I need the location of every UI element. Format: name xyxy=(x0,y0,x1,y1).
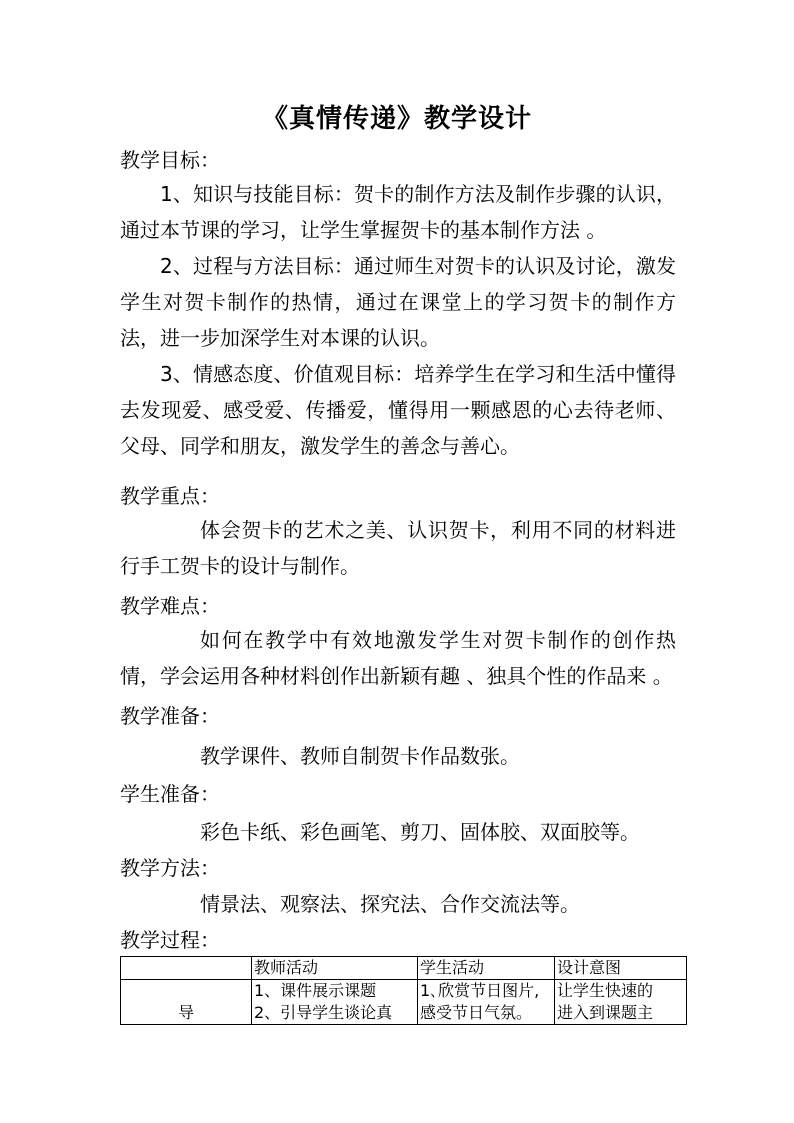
process-heading: 教学过程： xyxy=(120,928,220,952)
objective-knowledge: 1、知识与技能目标：贺卡的制作方法及制作步骤的认识，通过本节课的学习，让学生掌握贺卡的基本制作方法 。 xyxy=(120,182,676,242)
key-points-text: 体会贺卡的艺术之美、认识贺卡，利用不同的材料进行手工贺卡的设计与制作。 xyxy=(120,518,676,578)
objective-process: 2、过程与方法目标：通过师生对贺卡的认识及讨论，激发学生对贺卡制作的热情，通过在课堂上的学习贺卡的制作方法，进一步加深学生对本课的认识。 xyxy=(120,254,676,350)
teaching-prep-heading: 教学准备： xyxy=(120,704,220,728)
student-activity-line: 感受节日气氛。 xyxy=(420,1003,533,1022)
table-header-row xyxy=(121,957,687,980)
teacher-activity-line: 1、课件展示课题 xyxy=(254,981,377,1000)
table-row xyxy=(121,980,687,1025)
design-intent-line: 进入到课题主 xyxy=(557,1003,654,1022)
student-prep-heading: 学生准备： xyxy=(120,782,220,806)
difficulties-heading: 教学难点： xyxy=(120,594,220,618)
objectives-heading: 教学目标： xyxy=(120,148,220,172)
table-header-cell: 设计意图 xyxy=(555,957,687,980)
teacher-activity-line: 2、引导学生谈论真 xyxy=(254,1003,393,1022)
stage-cell: 导 xyxy=(121,980,252,1025)
design-intent-cell xyxy=(555,980,687,1025)
document-title: 《真情传递》教学设计 xyxy=(261,104,532,134)
student-activity-line: 1､欣赏节日图片, xyxy=(420,981,540,1000)
student-prep-text: 彩色卡纸、彩色画笔、剪刀、固体胶、双面胶等。 xyxy=(200,820,640,844)
methods-heading: 教学方法： xyxy=(120,856,220,880)
process-table xyxy=(120,956,687,1025)
student-activity-cell xyxy=(418,980,555,1025)
difficulties-text: 如何在教学中有效地激发学生对贺卡制作的创作热情，学会运用各种材料创作出新颖有趣 、独具个性的作品来 。 xyxy=(120,628,676,688)
teacher-activity-cell xyxy=(252,980,418,1025)
table-header-cell xyxy=(121,957,252,980)
key-points-heading: 教学重点： xyxy=(120,484,220,508)
objective-emotion: 3、情感态度、价值观目标：培养学生在学习和生活中懂得去发现爱、感受爱、传播爱，懂得用一颗感恩的心去待老师、父母、同学和朋友，激发学生的善念与善心。 xyxy=(120,362,676,458)
methods-text: 情景法、观察法、探究法、合作交流法等。 xyxy=(200,892,580,916)
teaching-prep-text: 教学课件、教师自制贺卡作品数张。 xyxy=(200,744,520,768)
table-header-cell: 学生活动 xyxy=(418,957,555,980)
design-intent-line: 让学生快速的 xyxy=(557,981,654,1000)
table-header-cell: 教师活动 xyxy=(252,957,418,980)
